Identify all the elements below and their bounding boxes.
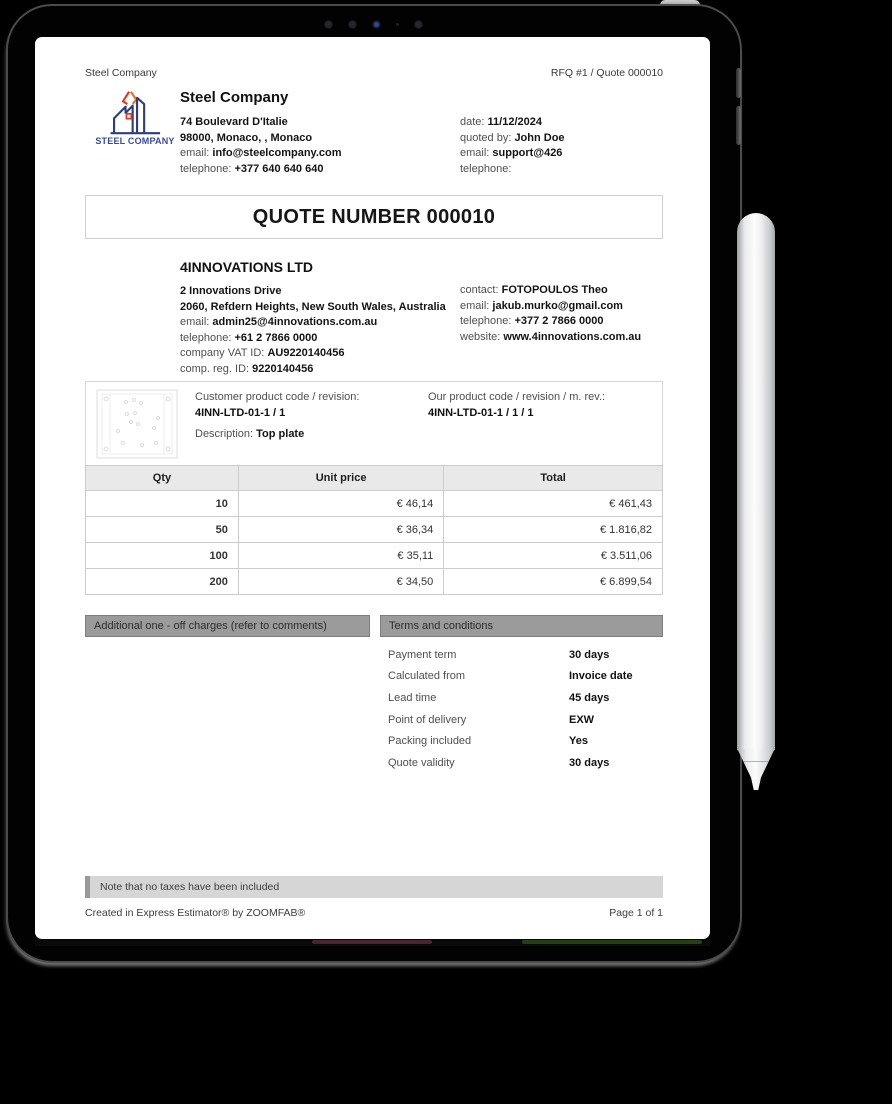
term-row: Quote validity 30 days (388, 756, 610, 769)
sensor-dot-icon (348, 20, 357, 29)
rfq-reference: RFQ #1 / Quote 000010 (550, 67, 663, 79)
supplier-block (85, 89, 663, 177)
tablet-screen (35, 37, 710, 939)
quote-contact-phone: telephone: (460, 162, 512, 175)
customer-name: 4INNOVATIONS LTD (180, 259, 313, 275)
total-header: Total (444, 466, 663, 491)
pencil-body (737, 213, 775, 750)
customer-vat-id: company VAT ID: AU9220140456 (180, 347, 345, 359)
quote-meta-column (460, 115, 565, 177)
table-row: 200 € 34,50 € 6.899,54 (86, 569, 663, 595)
terms-section (380, 615, 663, 774)
logo-wordmark: STEEL COMPANY (95, 136, 175, 146)
supplier-address-line2: 98000, Monaco, , Monaco (180, 131, 313, 144)
qty-header: Qty (86, 466, 239, 491)
customer-phone: telephone: +61 2 7866 0000 (180, 331, 318, 344)
customer-email: email: admin25@4innovations.com.au (180, 316, 378, 328)
table-row: 10 € 46,14 € 461,43 (86, 491, 663, 517)
stylus-pencil[interactable] (737, 213, 775, 790)
customer-product-code: Customer product code / revision: 4INN-LTD-01-1 / 1 (195, 391, 360, 419)
customer-address-line1: 2 Innovations Drive (180, 285, 282, 297)
quote-date: date: 11/12/2024 (460, 116, 542, 128)
contact-person: contact: FOTOPOULOS Theo (460, 284, 608, 296)
product-description: Description: Top plate (195, 428, 305, 440)
supplier-name: Steel Company (180, 89, 289, 106)
additional-charges-section (85, 615, 370, 774)
tablet-frame (6, 4, 742, 963)
quote-document (35, 37, 710, 939)
supplier-phone: telephone: +377 640 640 640 (180, 162, 324, 175)
contact-website: website: www.4innovations.com.au (460, 330, 642, 343)
customer-address-line2: 2060, Refdern Heights, New South Wales, Australia (180, 300, 446, 313)
term-row: Lead time 45 days (388, 691, 610, 704)
camera-lens-icon (372, 20, 381, 29)
sensor-dot-icon (324, 20, 333, 29)
volume-up-button[interactable] (736, 68, 741, 98)
quoted-by: quoted by: John Doe (460, 131, 565, 144)
contact-phone: telephone: +377 2 7866 0000 (460, 315, 604, 327)
screen-edge-artifact (35, 939, 710, 946)
page-header-meta (85, 67, 663, 79)
company-logo (91, 89, 179, 146)
table-row: 50 € 36,34 € 1.816,82 (86, 517, 663, 543)
building-flame-logo-icon (107, 89, 164, 135)
quote-number-banner: QUOTE NUMBER 000010 (85, 195, 663, 239)
term-row: Calculated from Invoice date (388, 670, 633, 683)
unit-price-header: Unit price (238, 466, 443, 491)
pencil-tip-seam (743, 761, 769, 762)
doc-title: Steel Company (85, 67, 157, 79)
product-info-box (85, 381, 663, 465)
term-row: Payment term 30 days (388, 648, 610, 661)
product-drawing-thumbnail-icon (96, 389, 178, 459)
contact-email: email: jakub.murko@gmail.com (460, 299, 623, 312)
supplier-info (180, 89, 663, 177)
pricing-header-row (86, 466, 663, 491)
term-row: Point of delivery EXW (388, 713, 595, 726)
document-footer (85, 876, 663, 919)
our-product-code: Our product code / revision / m. rev.: 4INN-LTD-01-1 / 1 / 1 (428, 391, 606, 419)
terms-header-bar: Terms and conditions (380, 615, 663, 637)
sensor-dot-icon (414, 20, 423, 29)
supplier-email: email: info@steelcompany.com (180, 147, 342, 159)
front-camera-array (324, 19, 434, 29)
pricing-table (85, 465, 663, 595)
created-in-note: Created in Express Estimator® by ZOOMFAB® (85, 907, 306, 919)
customer-reg-id: comp. reg. ID: 9220140456 (180, 362, 314, 375)
page-indicator: Page 1 of 1 (609, 907, 663, 919)
microphone-dot-icon (396, 23, 399, 26)
customer-block (85, 259, 663, 377)
volume-down-button[interactable] (736, 106, 741, 145)
charges-header-bar: Additional one - off charges (refer to comments) (85, 615, 370, 637)
quote-contact-email: email: support@426 (460, 147, 563, 159)
table-row: 100 € 35,11 € 3.511,06 (86, 543, 663, 569)
term-row: Packing included Yes (388, 735, 588, 748)
pencil-tip (737, 749, 775, 790)
customer-contact-column (460, 283, 641, 345)
supplier-address-line1: 74 Boulevard D'Italie (180, 116, 288, 128)
tax-note-bar: Note that no taxes have been included (85, 876, 663, 898)
